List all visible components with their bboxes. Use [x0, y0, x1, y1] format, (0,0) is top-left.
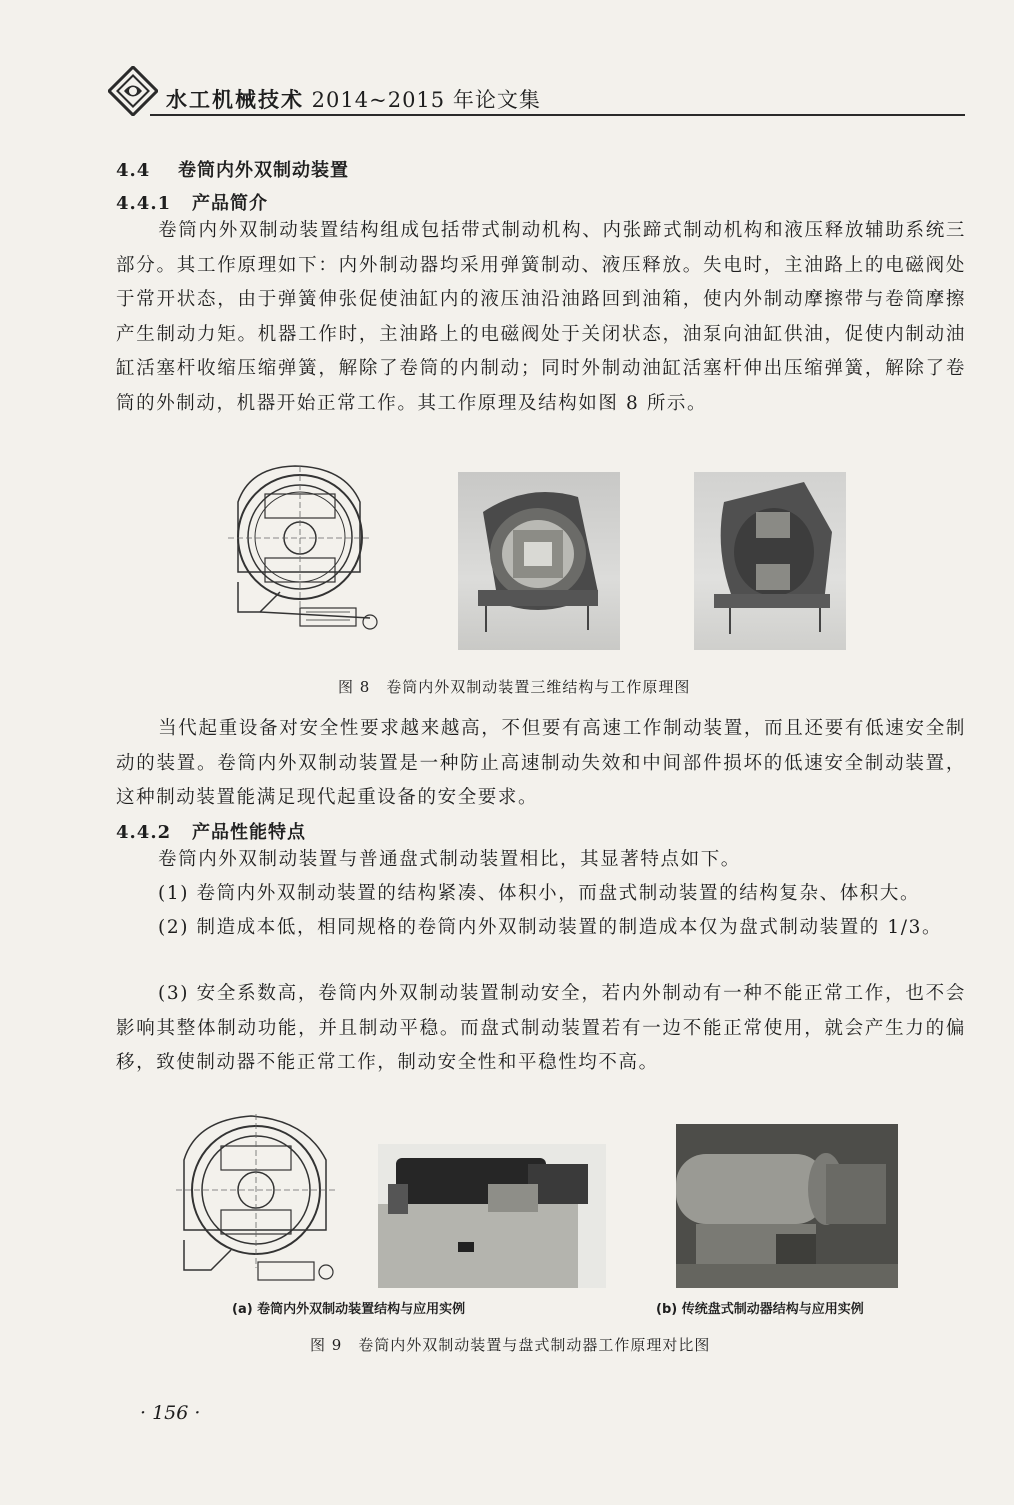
figure8-render-side: [694, 472, 846, 650]
feature-item-2: [116, 911, 966, 946]
figure8-schematic: [220, 462, 386, 640]
subsection-title-1: 产品简介: [192, 193, 268, 214]
subsection-heading-2: [116, 818, 306, 844]
journal-logo-icon: [108, 66, 158, 116]
figure8-caption: 图 8 卷筒内外双制动装置三维结构与工作原理图: [338, 678, 691, 696]
feature-item-1: [116, 877, 966, 912]
paragraph-intro-text: 卷筒内外双制动装置结构组成包括带式制动机构、内张蹄式制动机构和液压释放辅助系统三部分。其工作原理如下：内外制动器均采用弹簧制动、液压释放。失电时，主油路上的电磁阀处于常开状态，由于弹簧伸张促使油缸内的液压油沿油路回到油箱，使内外制动摩擦带与卷筒摩擦产生制动力矩。机器工作时，主油路上的电磁阀处于关闭状态，油泵向油缸供油，促使内制动油缸活塞杆收缩压缩弹簧，解除了卷筒的内制动；同时外制动油缸活塞杆伸出压缩弹簧，解除了卷筒的外制动，机器开始正常工作。其工作原理及结构如图 8 所示。: [116, 220, 966, 414]
subsection-number-1: 4.4.1: [116, 193, 172, 214]
figure8-render-front: [458, 472, 620, 650]
header-title-rest: 2014~2015 年论文集: [304, 88, 541, 112]
feature-item-3-text: (3) 安全系数高，卷筒内外双制动装置制动安全，若内外制动有一种不能正常工作，也不会影响其整体制动功能，并且制动平稳。而盘式制动装置若有一边不能正常使用，就会产生力的偏移，致使制动器不能正常工作，制动安全性和平稳性均不高。: [116, 983, 966, 1073]
page-number-value: 156: [152, 1402, 189, 1424]
feature-item-1-text: (1) 卷筒内外双制动装置的结构紧凑、体积小，而盘式制动装置的结构复杂、体积大。: [158, 883, 921, 904]
figure9-caption: 图 9 卷筒内外双制动装置与盘式制动器工作原理对比图: [310, 1336, 711, 1354]
page-number: · 156 ·: [140, 1402, 201, 1424]
section-title: 卷筒内外双制动装置: [178, 160, 349, 181]
paragraph-intro: [116, 214, 966, 421]
subsection-title-2: 产品性能特点: [192, 822, 306, 843]
paragraph-safety: [116, 712, 966, 816]
paragraph-features-intro: [116, 843, 966, 878]
subsection-heading-1: [116, 189, 268, 215]
figure9-application-photo-a: [378, 1144, 606, 1288]
figure9-schematic: [176, 1110, 338, 1290]
header-rule: [150, 114, 965, 116]
paragraph-safety-text: 当代起重设备对安全性要求越来越高，不但要有高速工作制动装置，而且还要有低速安全制动的装置。卷筒内外双制动装置是一种防止高速制动失效和中间部件损坏的低速安全制动装置，这种制动装置能满足现代起重设备的安全要求。: [116, 718, 966, 808]
features-intro-text: 卷筒内外双制动装置与普通盘式制动装置相比，其显著特点如下。: [158, 849, 741, 870]
running-header: [166, 84, 541, 114]
figure9-subcaption-a: (a) 卷筒内外双制动装置结构与应用实例: [232, 1302, 466, 1317]
figure9-application-photo-b: [676, 1124, 898, 1288]
subsection-number-2: 4.4.2: [116, 822, 172, 843]
feature-item-3: [116, 977, 966, 1081]
section-number: 4.4: [116, 160, 151, 181]
header-title-bold: 水工机械技术: [166, 88, 304, 112]
section-heading: [116, 156, 349, 182]
figure9-subcaption-b: (b) 传统盘式制动器结构与应用实例: [656, 1302, 864, 1317]
feature-item-2-text: (2) 制造成本低，相同规格的卷筒内外双制动装置的制造成本仅为盘式制动装置的 1/3。: [158, 917, 943, 938]
